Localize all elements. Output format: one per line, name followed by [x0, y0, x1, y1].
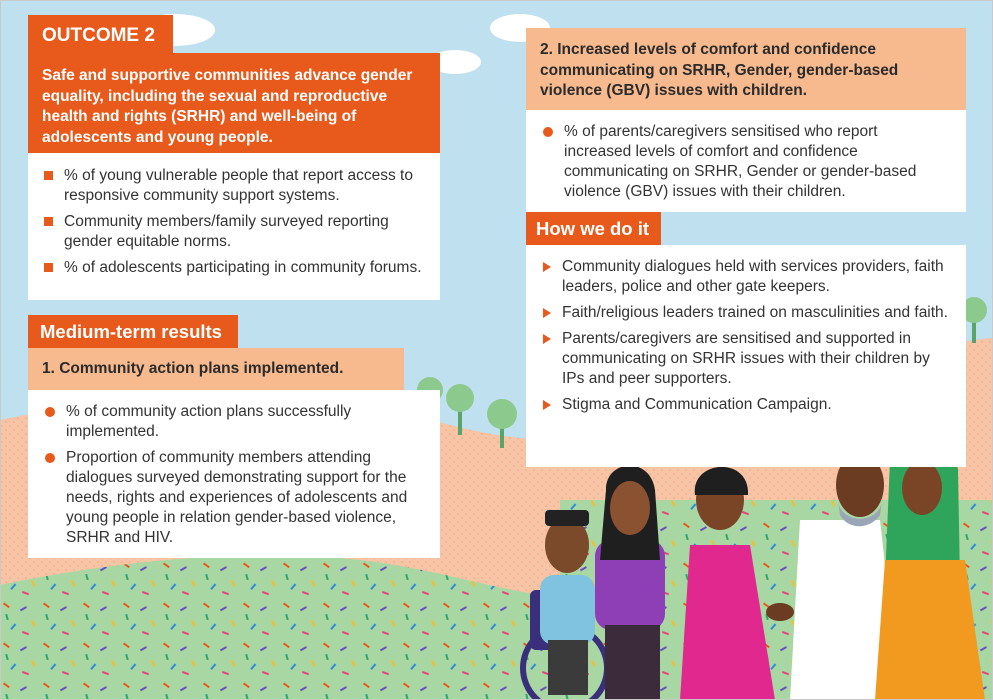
medium-term-heading-text: Medium-term results — [40, 321, 222, 342]
list-item: % of adolescents participating in community forums. — [42, 258, 422, 278]
result1-title — [28, 348, 404, 390]
result2-indicators-card — [526, 110, 966, 212]
list-item: Stigma and Communication Campaign. — [540, 395, 952, 415]
list-item: Community members/family surveyed reporting gender equitable norms. — [42, 212, 422, 252]
how-we-do-it-heading-text: How we do it — [536, 218, 650, 239]
how-we-do-it-card — [526, 245, 966, 467]
result2-title-text: 2. Increased levels of comfort and confidence communicating on SRHR, Gender, gender-based violence (GBV) issues with children. — [540, 41, 899, 99]
list-item: Community dialogues held with services providers, faith leaders, police and other gate keepers. — [540, 257, 952, 297]
outcome-tag-label: OUTCOME 2 — [42, 25, 155, 46]
result1-indicators-card — [28, 390, 440, 558]
how-we-do-it-heading — [526, 212, 661, 245]
list-item: Proportion of community members attending dialogues surveyed demonstrating support for the needs, rights and experiences of adolescents and young people in relation gender-based violence, SRHR and HIV. — [42, 448, 422, 548]
result1-title-text: 1. Community action plans implemented. — [42, 360, 344, 377]
list-item: Parents/caregivers are sensitised and supported in communicating on SRHR issues with their children by IPs and peer supporters. — [540, 329, 952, 389]
outcome-statement-text: Safe and supportive communities advance gender equality, including the sexual and reproductive health and rights (SRHR) and well-being of adolescents and young people. — [42, 67, 413, 146]
outcome-indicators-card — [28, 153, 440, 300]
list-item: Faith/religious leaders trained on masculinities and faith. — [540, 303, 952, 323]
result1-indicator-list — [42, 402, 422, 548]
list-item: % of community action plans successfully implemented. — [42, 402, 422, 442]
result2-indicator-list — [540, 122, 948, 202]
outcome-statement — [28, 53, 440, 153]
list-item: % of parents/caregivers sensitised who report increased levels of comfort and confidence communicating on SRHR, Gender or gender-based violence (GBV) issues with their children. — [540, 122, 948, 202]
how-we-do-it-list — [540, 257, 952, 415]
outcome-indicator-list — [42, 166, 422, 278]
outcome-tag — [28, 15, 173, 57]
result2-title — [526, 28, 966, 110]
medium-term-heading — [28, 315, 238, 348]
list-item: % of young vulnerable people that report access to responsive community support systems. — [42, 166, 422, 206]
